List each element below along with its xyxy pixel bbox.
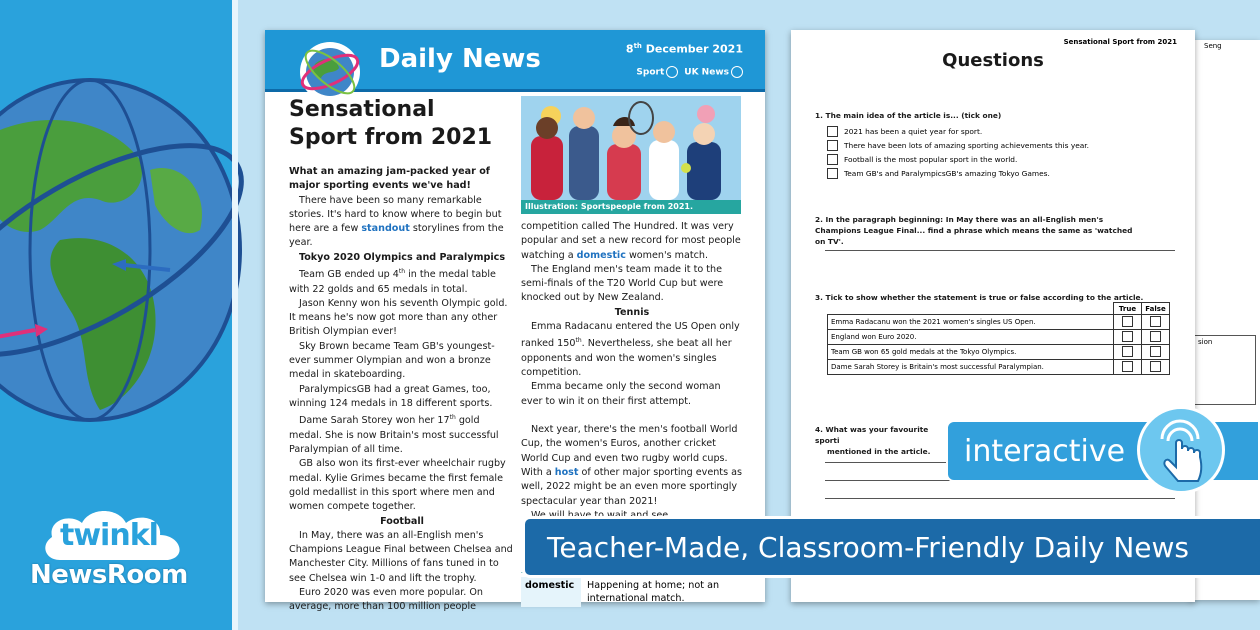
globe-badge-icon (291, 34, 369, 104)
question-1: 1. The main idea of the article is... (tick one) (815, 111, 1002, 120)
twinkl-logo-text: twinkl (60, 518, 158, 553)
checkbox[interactable] (1150, 346, 1161, 357)
q1-option[interactable]: Team GB's and ParalympicsGB's amazing Tokyo Games. (827, 168, 1050, 179)
answer-line[interactable] (825, 250, 1175, 251)
checkbox[interactable] (827, 168, 838, 179)
checkbox[interactable] (1122, 331, 1133, 342)
checkbox[interactable] (1122, 316, 1133, 327)
checkbox[interactable] (1150, 331, 1161, 342)
masthead (265, 30, 765, 92)
checkbox[interactable] (827, 126, 838, 137)
brand-panel (0, 0, 232, 630)
globe-icon (731, 66, 743, 78)
checkbox[interactable] (1122, 361, 1133, 372)
article-column-1: What an amazing jam-packed year of major sporting events we've had! There have been so many remarkable stories. It's hard to know where to begin but here are a few standout storylines from the year. Tokyo 2020 Olympics and Paralympics Team GB ended up 4th in the medal table with 22 golds and 65 medals in total. Jason Kenny won his seventh Olympic gold. It means he's now got more than any other British Olympian ever! Sky Brown became Team GB's youngest-ever summer Olympian and won a bronze medal in skateboarding. ParalympicsGB had a great Games, too, winning 124 medals in 18 different sports. Dame Sarah Storey won her 17th gold medal. She is now Britain's most successful Paralympian of all time. GB also won its first-ever wheelchair rugby medal. Kylie Grimes became the first female gold medallist in this sport where men and women compete together. Football In May, there was an all-English men's Champions League Final between Chelsea and Manchester City. Millions of fans tuned in to see Chelsea win 1-0 and lift the trophy. Euro 2020 was even more popular. On average, more than 100 million people (289, 166, 513, 613)
questions-title: Questions (942, 50, 1044, 71)
illustration-caption: Illustration: Sportspeople from 2021. (521, 200, 741, 214)
newsroom-logo-text: NewsRoom (30, 560, 188, 590)
checkbox[interactable] (827, 154, 838, 165)
tap-hand-icon (1137, 406, 1225, 494)
true-column-header: True (1114, 303, 1142, 315)
globe-illustration (0, 40, 240, 460)
category-uknews-label: UK News (684, 67, 729, 78)
issue-date: 8th December 2021 (625, 42, 743, 56)
q1-option[interactable]: Football is the most popular sport in the world. (827, 154, 1017, 165)
q1-option[interactable]: There have been lots of amazing sporting achievements this year. (827, 140, 1089, 151)
glossary-term: domestic (521, 577, 581, 607)
table-row: Team GB won 65 gold medals at the Tokyo Olympics. (828, 345, 1170, 360)
interactive-label: interactive (964, 434, 1126, 469)
fragment-top-text: Seng (1204, 42, 1222, 50)
glossary-link-domestic[interactable]: domestic (576, 249, 626, 261)
sportspeople-illustration (521, 96, 741, 200)
category-tags (636, 66, 743, 78)
question-4: 4. What was your favourite sporti mentioned in the article. (815, 425, 931, 456)
checkbox[interactable] (1150, 316, 1161, 327)
false-column-header: False (1142, 303, 1170, 315)
article-headline: Sensational Sport from 2021 (289, 97, 493, 150)
glossary-link-host[interactable]: host (554, 466, 579, 478)
running-icon (666, 66, 678, 78)
answer-line[interactable] (825, 498, 1175, 499)
q1-option[interactable]: 2021 has been a quiet year for sport. (827, 126, 982, 137)
checkbox[interactable] (827, 140, 838, 151)
checkbox[interactable] (1150, 361, 1161, 372)
question-3: 3. Tick to show whether the statement is true or false according to the article. (815, 293, 1144, 302)
glossary-link-standout[interactable]: standout (361, 223, 410, 235)
table-row: Emma Radacanu won the 2021 women's singles US Open. (828, 315, 1170, 330)
category-sport-label: Sport (636, 67, 665, 78)
article-column-2: competition called The Hundred. It was very popular and set a new record for most people watching a domestic women's match. The England men's team made it to the semi-finals of the T20 World Cup but were knocked out by New Zealand. Tennis Emma Radacanu entered the US Open only ranked 150th. Nevertheless, she beat all her opponents and won the women's singles competition. Emma became only the second woman ever to win it on their first attempt. Next year, there's the men's football World Cup, the women's Euros, another cricket World Cup and even two rugby world cups. With a host of other major sporting events as well, 2022 might be an even more sportingly spectacular year than 2021! (521, 221, 742, 507)
masthead-title: Daily News (379, 44, 541, 74)
tagline-banner (522, 516, 1260, 578)
true-false-table (827, 302, 1170, 375)
table-row: England won Euro 2020. (828, 330, 1170, 345)
fragment-mid-text: sion (1198, 338, 1213, 346)
panel-divider (232, 0, 238, 630)
question-2: 2. In the paragraph beginning: In May there was an all-English men's Champions League Final... find a phrase which means the same as 'watched on TV'. (815, 215, 1133, 246)
checkbox[interactable] (1122, 346, 1133, 357)
tagline-text: Teacher-Made, Classroom-Friendly Daily News (547, 531, 1190, 564)
glossary-definition: Happening at home; not an international match. (587, 580, 720, 604)
questions-page-label: Sensational Sport from 2021 (1063, 38, 1177, 46)
table-row: Dame Sarah Storey is Britain's most successful Paralympian. (828, 360, 1170, 375)
